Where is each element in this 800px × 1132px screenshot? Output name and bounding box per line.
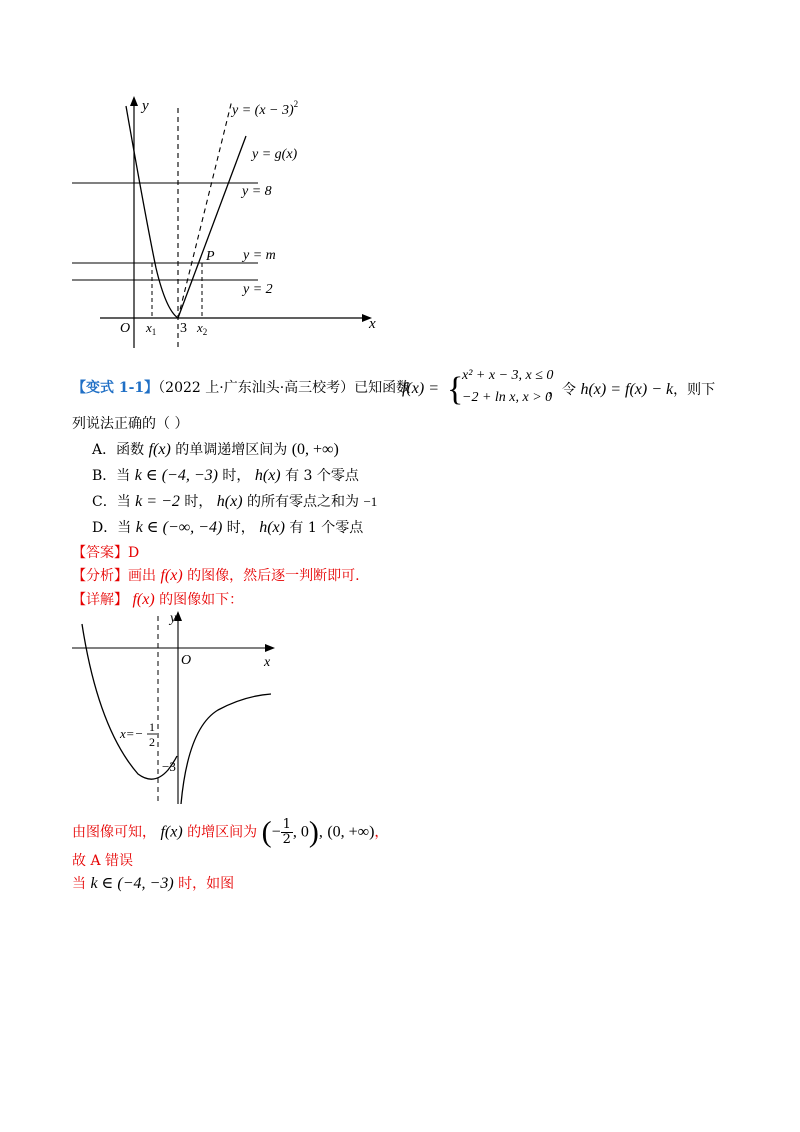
option-d-post: 有 1 个零点 — [289, 520, 364, 536]
analysis-pre: 画出 — [128, 568, 156, 584]
conclusion-frac-num: 1 — [282, 817, 291, 832]
conclusion-line3-pre: 当 — [72, 876, 86, 892]
graph2-label-xeq: x=− — [120, 726, 144, 741]
graph-2 — [68, 608, 283, 808]
piecewise-brace: { — [447, 371, 464, 408]
analysis-line — [72, 566, 360, 586]
graph2-frac-num: 1 — [149, 720, 155, 734]
conclusion-line3-post: 时，如图 — [178, 876, 235, 892]
option-d-pre: D．当 — [92, 520, 132, 536]
option-d[interactable] — [92, 518, 363, 538]
graph-1 — [60, 90, 390, 355]
analysis-label: 【分析】 — [72, 568, 128, 584]
option-c-mid: 时， — [184, 494, 213, 510]
option-d-h: h(x) — [259, 519, 285, 536]
option-b[interactable] — [92, 466, 359, 486]
option-a-pre: A．函数 — [92, 442, 145, 458]
graph1-label-P: P — [206, 249, 215, 264]
conclusion-line-3 — [72, 874, 234, 894]
graph1-label-y2: y = 2 — [243, 282, 273, 297]
graph2-x-arrow — [265, 644, 275, 652]
answer-line — [72, 543, 139, 563]
conclusion-line-1: 由图像可知， f(x) 的增区间为 (− $\frac{1}{2}$ , 0), (0, +∞)， — [72, 815, 389, 849]
conclusion-mid: 的增区间为 — [187, 824, 258, 841]
problem-tag: 【变式 1-1】 — [72, 380, 159, 396]
graph1-label-y8: y = 8 — [242, 184, 272, 199]
analysis-post: 的图像，然后逐一判断即可. — [187, 568, 360, 584]
conclusion-end: ， — [374, 824, 389, 841]
answer-label: 【答案】 — [72, 545, 128, 561]
graph2-label-x: x — [264, 655, 271, 670]
option-a-interval: (0, +∞) — [291, 441, 339, 458]
detail-label: 【详解】 — [72, 592, 128, 608]
graph1-label-y: y — [142, 98, 149, 114]
graph1-label-x1: $x_1$ — [146, 320, 157, 337]
option-b-mid: 时， — [222, 468, 251, 484]
detail-line — [72, 590, 243, 610]
option-c-k: k = −2 — [135, 493, 180, 510]
problem-source: （2022 上·广东汕头·高三校考）已知函数 — [158, 380, 411, 396]
problem-zexia: ，则下 — [673, 382, 716, 398]
option-c[interactable] — [92, 492, 377, 512]
problem-h-def — [562, 380, 715, 400]
option-a-f: f(x) — [148, 441, 171, 458]
conclusion-frac-den: 2 — [282, 832, 291, 847]
option-c-pre: C．当 — [92, 494, 131, 510]
option-d-k: k ∈ (−∞, −4) — [135, 519, 223, 536]
conclusion-line-2: 故 A 错误 — [72, 853, 134, 869]
answer-value: D — [128, 545, 140, 561]
graph1-g-right-branch — [178, 136, 246, 318]
problem-line-2: 列说法正确的（ ） — [72, 416, 189, 432]
graph1-parabola-dashed — [178, 100, 232, 318]
graph2-frac-den: 2 — [149, 735, 155, 749]
problem-hx: h(x) = f(x) − k — [580, 381, 674, 398]
graph2-label-origin: O — [181, 653, 192, 668]
conclusion-interval-2: (0, +∞) — [327, 823, 375, 841]
option-c-val: −1 — [363, 494, 378, 509]
option-b-h: h(x) — [254, 467, 281, 484]
graph1-label-x2: $x_2$ — [197, 320, 208, 337]
graph1-label-3: 3 — [180, 321, 187, 336]
analysis-f: f(x) — [160, 567, 183, 584]
detail-f: f(x) — [132, 591, 155, 608]
graph2-label-y: y — [170, 611, 177, 626]
piecewise-case-2: −2 + ln x, x > 0 — [462, 390, 553, 405]
option-a[interactable] — [92, 440, 339, 460]
piecewise-sep: ， — [548, 382, 562, 398]
conclusion-pre: 由图像可知， — [72, 824, 156, 841]
problem-ling: 令 — [562, 382, 576, 398]
option-b-pre: B．当 — [92, 468, 131, 484]
graph2-log-branch — [181, 694, 271, 804]
conclusion-interval-1: (− $\frac{1}{2}$ , 0) — [261, 815, 319, 849]
conclusion-int1-tail: , 0 — [292, 823, 309, 841]
graph1-label-parabola: $y = (x - 3)^2$ — [232, 99, 299, 118]
option-b-post: 有 3 个零点 — [285, 468, 359, 484]
option-c-post: 的所有零点之和为 — [247, 494, 359, 510]
graph1-label-origin: O — [120, 321, 131, 336]
piecewise-fx: f(x) = — [402, 380, 439, 397]
option-d-mid: 时， — [226, 520, 255, 536]
conclusion-f: f(x) — [160, 823, 183, 841]
detail-post: 的图像如下： — [159, 592, 244, 608]
conclusion-line3-k: k ∈ (−4, −3) — [90, 875, 174, 892]
option-a-mid: 的单调递增区间为 — [175, 442, 288, 458]
graph1-label-g: y = g(x) — [252, 147, 298, 162]
piecewise-case-1: x² + x − 3, x ≤ 0 — [462, 368, 554, 383]
problem-line-1 — [72, 378, 410, 398]
option-c-h: h(x) — [216, 493, 243, 510]
graph2-parabola-branch — [82, 624, 177, 779]
graph1-label-ym: y = m — [243, 248, 276, 263]
graph1-y-arrow — [130, 96, 138, 106]
graph1-label-x: x — [369, 316, 376, 332]
option-b-k: k ∈ (−4, −3) — [134, 467, 218, 484]
graph2-label-m3: −3 — [162, 759, 176, 774]
